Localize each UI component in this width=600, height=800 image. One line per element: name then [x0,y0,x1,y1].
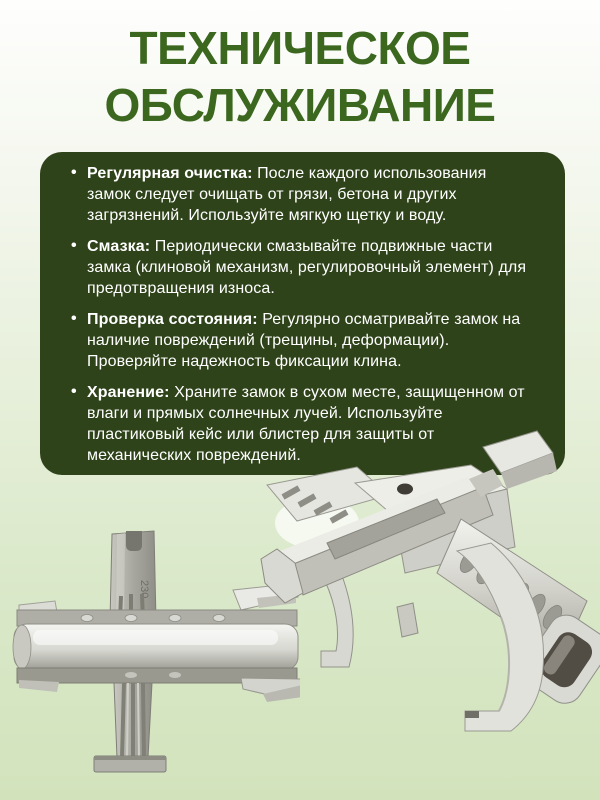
clamp-photo-angled-view [255,425,600,737]
item-label: Регулярная очистка: [87,165,253,182]
maintenance-item-cleaning [62,163,531,226]
bullet-icon: • [71,164,77,181]
item-text: Регулярно осматривайте замок на наличие повреждений (трещины, деформации). Проверяйте надежность фиксации клина. [87,311,521,370]
bullet-icon: • [71,383,77,400]
wedge-pin-upper [110,531,156,621]
page-title-line-1: ТЕХНИЧЕСКОЕ [129,22,471,74]
page-title [0,20,600,134]
page-title-line-2: ОБСЛУЖИВАНИЕ [104,79,496,132]
item-text: После каждого использования замок следует очищать от грязи, бетона и других загрязнений. Используйте мягкую щетку и воду. [87,165,487,224]
item-text: Периодически смазывайте подвижные части замка (клиновой механизм, регулировочный элемент) для предотвращения износа. [87,238,527,297]
item-label: Смазка: [87,238,151,255]
wedge-stamp-text: 230 [138,580,150,599]
latch-tab [397,603,418,637]
item-text: Храните замок в сухом месте, защищенном от влаги и прямых солнечных лучей. Используйте пластиковый кейс или блистер для защиты от механических повреждений. [87,384,525,464]
bullet-icon: • [71,310,77,327]
wedge-head [469,431,557,497]
item-label: Проверка состояния: [87,311,258,328]
bullet-icon: • [71,237,77,254]
rear-jaw [321,573,353,667]
item-label: Хранение: [87,384,170,401]
maintenance-item-inspection [62,309,531,372]
maintenance-item-lubrication [62,236,531,299]
wedge-pin-lower [94,683,166,772]
